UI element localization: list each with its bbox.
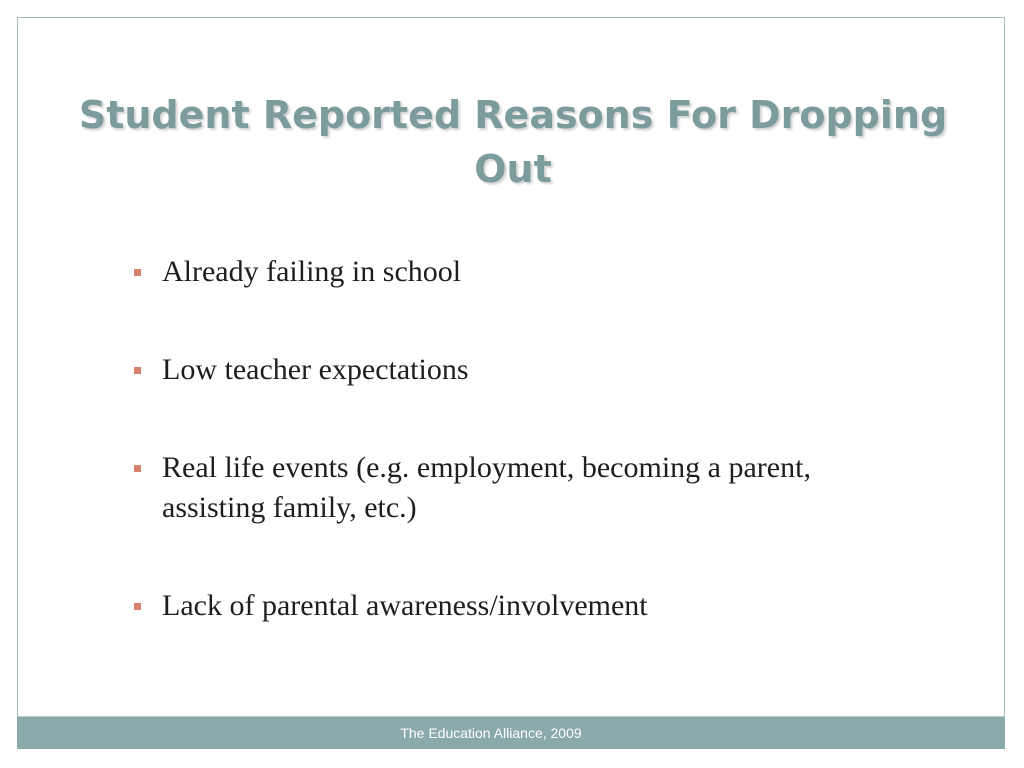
bullet-text: Already failing in school [162,255,462,288]
footer-text: The Education Alliance, 2009 [400,725,582,741]
square-bullet-icon [134,603,141,610]
bullet-text: Real life events (e.g. employment, becoming a parent, assisting family, etc.) [162,451,811,524]
bullet-item [130,448,910,528]
bullet-item [130,252,910,292]
slide-frame [17,17,1005,749]
slide-title: Student Reported Reasons For Dropping Out [78,93,948,191]
square-bullet-icon [134,269,141,276]
bullet-text: Low teacher expectations [162,353,469,386]
bullet-item [130,586,910,626]
bullet-list [130,252,910,684]
square-bullet-icon [134,367,141,374]
footer-bar [17,716,1005,749]
bullet-item [130,350,910,390]
bullet-text: Lack of parental awareness/involvement [162,589,648,622]
square-bullet-icon [134,465,141,472]
